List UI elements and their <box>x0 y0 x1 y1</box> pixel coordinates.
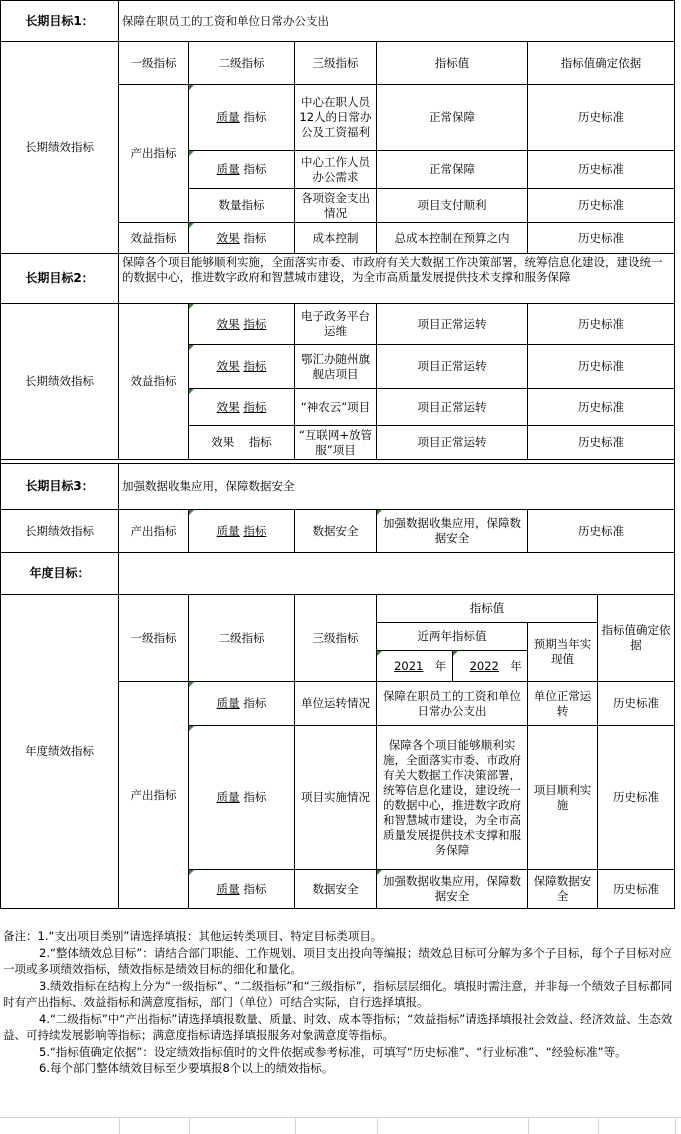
table-cell-level3: 数据安全 <box>295 870 377 909</box>
goal3-section-label: 长期绩效指标 <box>0 510 119 553</box>
table-cell-level2: 效果 指标 <box>189 304 295 345</box>
annual-header-expected: 预期当年实现值 <box>528 623 598 682</box>
table-cell-level2: 质量 指标 <box>189 510 295 553</box>
grid-line <box>0 1117 681 1118</box>
goal1-header-value: 指标值 <box>377 42 528 85</box>
table-cell-value: 加强数据收集应用，保障数据安全 <box>377 510 528 553</box>
table-cell-value: 总成本控制在预算之内 <box>377 223 528 254</box>
table-cell-value: 项目正常运转 <box>377 304 528 345</box>
table-cell-level2: 质量 指标 <box>189 85 295 151</box>
table-cell-basis: 历史标准 <box>528 189 675 223</box>
table-cell-basis: 历史标准 <box>528 510 675 553</box>
goal1-label: 长期目标1： <box>0 0 119 42</box>
goal1-group-output: 产出指标 <box>119 85 189 223</box>
table-cell-expected: 保障数据安全 <box>528 870 598 909</box>
table-cell-level2: 效果 指标 <box>189 223 295 254</box>
note-line: 6.每个部门整体绩效目标至少要填报8个以上的绩效指标。 <box>39 1061 334 1075</box>
annual-header-level2: 二级指标 <box>189 595 295 682</box>
table-cell-level2: 数量指标 <box>189 189 295 223</box>
annual-label: 年度目标： <box>0 553 119 595</box>
goal3-text: 加强数据收集应用，保障数据安全 <box>119 464 675 510</box>
grid-line <box>675 1117 676 1134</box>
grid-line <box>119 1117 120 1134</box>
table-cell-basis: 历史标准 <box>528 304 675 345</box>
goal1-header-basis: 指标值确定依据 <box>528 42 675 85</box>
table-cell-level3: 鄂汇办随州旗舰店项目 <box>295 345 377 389</box>
note-line: 5.“指标值确定依据”：设定绩效指标值时的文件依据或参考标准，可填写“历史标准”、“行业标准”、“经验标准”等。 <box>39 1044 627 1059</box>
table-cell-level3: 成本控制 <box>295 223 377 254</box>
table-cell-basis: 历史标准 <box>528 345 675 389</box>
note-line: 3.绩效指标在结构上分为“一级指标”、“二级指标”和“三级指标”，指标层层细化。填报时需注意，并非每一个绩效子目标都同时有产出指标、效益指标和满意度指标，部门（单位）可结合实际，自行选择填报。 <box>3 978 673 1009</box>
annual-header-recent: 近两年指标值 <box>377 623 528 651</box>
annual-header-level1: 一级指标 <box>119 595 189 682</box>
annual-header-basis: 指标值确定依据 <box>598 595 675 682</box>
goal1-header-level3: 三级指标 <box>295 42 377 85</box>
table-cell-basis: 历史标准 <box>598 870 675 909</box>
goal1-text: 保障在职员工的工资和单位日常办公支出 <box>119 0 675 42</box>
table-cell-level2: 质量 指标 <box>189 726 295 870</box>
grid-line <box>528 1117 529 1134</box>
table-cell-level3: 中心在职人员12人的日常办公及工资福利 <box>295 85 377 151</box>
table-cell-basis: 历史标准 <box>598 682 675 726</box>
table-cell-level3: 项目实施情况 <box>295 726 377 870</box>
annual-text <box>119 553 675 595</box>
table-cell-value: 正常保障 <box>377 151 528 189</box>
goal1-header-level1: 一级指标 <box>119 42 189 85</box>
table-cell-basis: 历史标准 <box>528 223 675 254</box>
goal3-label: 长期目标3： <box>0 464 119 510</box>
table-cell-basis: 历史标准 <box>528 389 675 426</box>
table-cell-basis: 历史标准 <box>528 426 675 460</box>
annual-header-value: 指标值 <box>377 595 598 623</box>
note-line: 4.“二级指标”中“产出指标”请选择填报数量、质量、时效、成本等指标；“效益指标”请选择填报社会效益、经济效益、生态效益、可持续发展影响等指标；满意度指标请选择填报服务对象满意度等指标。 <box>3 1011 673 1042</box>
table-cell-level2: 效果 指标 <box>189 345 295 389</box>
annual-group-output: 产出指标 <box>119 682 189 909</box>
grid-line <box>295 1117 296 1134</box>
table-cell-level2: 质量 指标 <box>189 870 295 909</box>
table-cell-level3: “互联网+放管服”项目 <box>295 426 377 460</box>
table-cell-value: 项目正常运转 <box>377 345 528 389</box>
table-cell-level2: 效果 指标 <box>189 389 295 426</box>
table-cell-level2: 质量 指标 <box>189 682 295 726</box>
annual-header-level3: 三级指标 <box>295 595 377 682</box>
table-cell-recent: 保障在职员工的工资和单位日常办公支出 <box>377 682 528 726</box>
goal2-text: 保障各个项目能够顺利实施，全面落实市委、市政府有关大数据工作决策部署，统筹信息化建设，建设统一的数据中心，推进数字政府和智慧城市建设，为全市高质量发展提供技术支撑和服务保障 <box>119 254 675 304</box>
table-cell-expected: 项目顺利实施 <box>528 726 598 870</box>
goal1-section-label: 长期绩效指标 <box>0 42 119 254</box>
table-cell-level3: 中心工作人员办公需求 <box>295 151 377 189</box>
table-cell-level2: 质量 指标 <box>189 151 295 189</box>
table-cell-expected: 单位正常运转 <box>528 682 598 726</box>
goal2-label: 长期目标2： <box>0 254 119 304</box>
note-line: 2.“整体绩效总目标”：请结合部门职能、工作规划、项目支出投向等编报；绩效总目标可分解为多个子目标，每个子目标对应一项或多项绩效指标，绩效指标是绩效目标的细化和量化。 <box>3 945 672 976</box>
grid-line <box>598 1117 599 1134</box>
annual-header-year2: 2022 年 <box>453 651 528 682</box>
annual-section-label: 年度绩效指标 <box>0 595 119 909</box>
annual-header-year1: 2021 年 <box>377 651 453 682</box>
table-cell-level3: 数据安全 <box>295 510 377 553</box>
table-cell-value: 项目支付顺利 <box>377 189 528 223</box>
goal1-header-level2: 二级指标 <box>189 42 295 85</box>
table-cell-level3: 电子政务平台运维 <box>295 304 377 345</box>
goal2-section-label: 长期绩效指标 <box>0 304 119 460</box>
goal2-group-benefit: 效益指标 <box>119 304 189 460</box>
goal3-group-output: 产出指标 <box>119 510 189 553</box>
table-cell-level2: 效果 指标 <box>189 426 295 460</box>
table-cell-basis: 历史标准 <box>598 726 675 870</box>
grid-line <box>377 1117 378 1134</box>
table-cell-level3: 单位运转情况 <box>295 682 377 726</box>
table-cell-level3: “神农云”项目 <box>295 389 377 426</box>
notes-block <box>3 928 675 1077</box>
table-cell-value: 项目正常运转 <box>377 426 528 460</box>
table-cell-value: 正常保障 <box>377 85 528 151</box>
goal1-group-benefit: 效益指标 <box>119 223 189 254</box>
note-line: 备注：1.“支出项目类别”请选择填报：其他运转类项目、特定目标类项目。 <box>3 929 383 943</box>
table-cell-recent: 保障各个项目能够顺利实施，全面落实市委、市政府有关大数据工作决策部署，统筹信息化建设，建设统一的数据中心，推进数字政府和智慧城市建设，为全市高质量发展提供技术支撑和服务保障 <box>377 726 528 870</box>
table-cell-recent: 加强数据收集应用，保障数据安全 <box>377 870 528 909</box>
table-cell-basis: 历史标准 <box>528 151 675 189</box>
grid-line <box>189 1117 190 1134</box>
table-cell-level3: 各项资金支出情况 <box>295 189 377 223</box>
table-cell-value: 项目正常运转 <box>377 389 528 426</box>
table-cell-basis: 历史标准 <box>528 85 675 151</box>
